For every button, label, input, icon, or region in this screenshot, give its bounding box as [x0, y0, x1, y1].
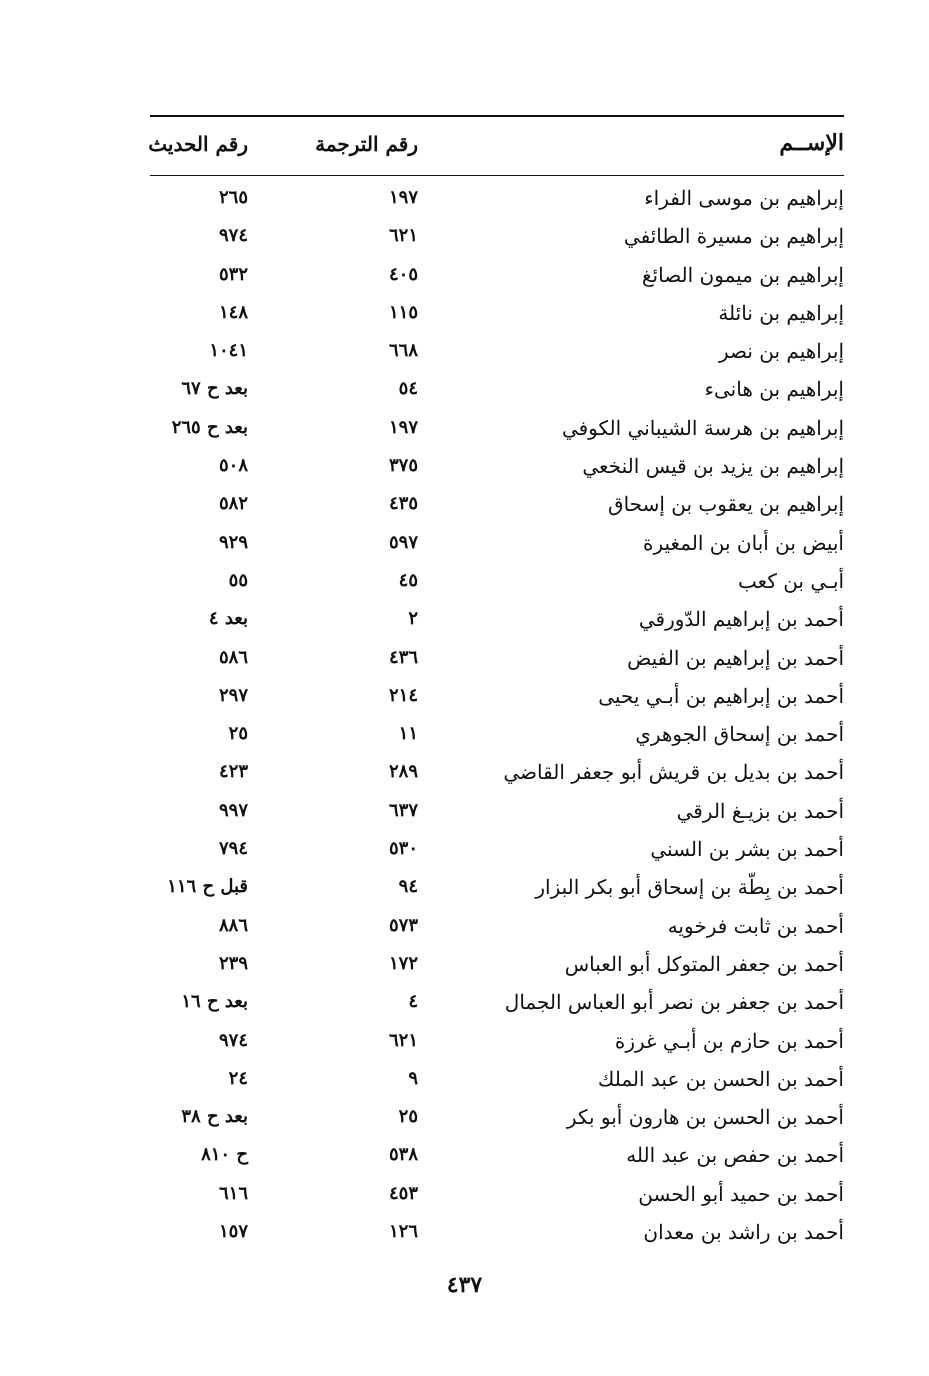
- hadith-number: ٢٦٥: [218, 187, 248, 208]
- table-row: [150, 755, 844, 793]
- table-row: [150, 564, 844, 602]
- translation-number: ٤٣٦: [388, 646, 418, 668]
- hadith-number: ٩٧٤: [218, 1029, 248, 1051]
- table-row: [150, 181, 844, 219]
- hadith-number: ٥٨٢: [218, 493, 248, 515]
- translation-number: ٢: [408, 608, 418, 630]
- narrator-name: أحمد بن راشد بن معدان: [643, 1220, 844, 1245]
- narrator-name: أحمد بن الحسن بن عبد الملك: [597, 1066, 844, 1091]
- hadith-number: ٢٩٧: [218, 684, 248, 706]
- translation-number: ٥٣٠: [388, 838, 418, 860]
- hadith-number: بعد ح ١٦: [181, 991, 248, 1013]
- narrator-name: إبراهيم بن نصر: [718, 339, 844, 364]
- narrator-name: أحمد بن إبراهيم بن الفيض: [627, 645, 844, 670]
- narrator-name: أحمد بن جعفر بن نصر أبو العباس الجمال: [504, 990, 844, 1015]
- narrator-name: أحمد بن إسحاق الجوهري: [635, 722, 844, 747]
- narrator-name: أحمد بن إبراهيم الدّورقي: [638, 607, 844, 632]
- translation-number: ٢٥: [398, 1106, 418, 1128]
- table-row: [150, 1024, 844, 1062]
- narrator-name: أحمد بن ثابت فرخويه: [667, 913, 844, 938]
- table-row: [150, 794, 844, 832]
- table-row: [150, 870, 844, 908]
- table-row: [150, 602, 844, 640]
- table-row: [150, 1062, 844, 1100]
- narrator-name: أبيض بن أبان بن المغيرة: [643, 530, 844, 555]
- table-row: [150, 832, 844, 870]
- table-row: [150, 1138, 844, 1176]
- narrator-name: إبراهيم بن نائلة: [718, 300, 844, 325]
- header-name: الإســم: [779, 130, 844, 156]
- narrator-name: إبراهيم بن موسى الفراء: [644, 186, 844, 210]
- table-body: [150, 181, 844, 1253]
- narrator-name: أحمد بن إبراهيم بن أبـي يحيى: [598, 683, 844, 708]
- table-row: [150, 334, 844, 372]
- hadith-number: ٢٣٩: [218, 952, 248, 974]
- translation-number: ٣٧٥: [388, 455, 418, 477]
- hadith-number: ١٠٤١: [209, 340, 248, 362]
- hadith-number: ٢٥: [228, 723, 248, 745]
- table-row: [150, 526, 844, 564]
- narrator-name: إبراهيم بن يزيد بن قيس النخعي: [582, 454, 844, 479]
- narrator-name: إبراهيم بن ميمون الصائغ: [641, 262, 844, 287]
- hadith-number: ١٥٧: [218, 1221, 248, 1243]
- header-hadith-number: رقم الحديث: [148, 132, 248, 156]
- narrator-name: أحمد بن بديل بن قريش أبو جعفر القاضي: [503, 760, 844, 785]
- hadith-number: ٧٩٤: [218, 838, 248, 860]
- narrator-name: أحمد بن حازم بن أبـي غرزة: [614, 1028, 844, 1053]
- table-row: [150, 296, 844, 334]
- translation-number: ٢٨٩: [388, 761, 418, 783]
- narrator-name: أحمد بن الحسن بن هارون أبو بكر: [566, 1105, 844, 1130]
- table-row: [150, 717, 844, 755]
- table-row: [150, 679, 844, 717]
- translation-number: ٦٢١: [388, 225, 418, 247]
- translation-number: ١٩٧: [388, 187, 418, 208]
- translation-number: ٢١٤: [388, 684, 418, 706]
- header-translation-number: رقم الترجمة: [315, 132, 418, 156]
- table-row: [150, 449, 844, 487]
- translation-number: ١٢٦: [388, 1221, 418, 1243]
- translation-number: ٦٢١: [388, 1029, 418, 1051]
- narrator-name: إبراهيم بن هانىء: [704, 377, 844, 402]
- top-rule: [150, 115, 844, 117]
- translation-number: ٩٤: [398, 876, 418, 898]
- table-row: [150, 1215, 844, 1253]
- narrator-name: إبراهيم بن هرسة الشيباني الكوفي: [561, 415, 844, 440]
- translation-number: ٥٩٧: [388, 531, 418, 553]
- narrator-name: أحمد بن بشر بن السني: [650, 837, 844, 862]
- hadith-number: قبل ح ١١٦: [167, 876, 248, 898]
- hadith-number: ٥٠٨: [218, 455, 248, 477]
- hadith-number: ٦١٦: [218, 1182, 248, 1204]
- narrator-name: أبـي بن كعب: [738, 568, 844, 593]
- narrator-name: أحمد بن حميد أبو الحسن: [638, 1181, 844, 1206]
- translation-number: ١١٥: [388, 301, 418, 323]
- narrator-name: إبراهيم بن مسيرة الطائفي: [623, 224, 844, 249]
- hadith-number: ٩٢٩: [218, 531, 248, 553]
- table-row: [150, 411, 844, 449]
- hadith-number: بعد ح ٦٧: [181, 378, 248, 400]
- table-row: [150, 487, 844, 525]
- hadith-number: ٢٤: [228, 1067, 248, 1089]
- narrator-name: أحمد بن حفص بن عبد الله: [626, 1143, 844, 1168]
- table-row: [150, 947, 844, 985]
- table-row: [150, 909, 844, 947]
- hadith-number: ٨٨٦: [218, 914, 248, 936]
- translation-number: ٩: [408, 1067, 418, 1089]
- translation-number: ١٩٧: [388, 416, 418, 438]
- table-row: [150, 1100, 844, 1138]
- page-number: ٤٣٧: [446, 1272, 483, 1298]
- hadith-number: ٩٧٤: [218, 225, 248, 247]
- translation-number: ٤: [408, 991, 418, 1013]
- table-row: [150, 219, 844, 257]
- translation-number: ٦٣٧: [388, 799, 418, 821]
- narrator-name: أحمد بن جعفر المتوكل أبو العباس: [564, 951, 844, 976]
- translation-number: ٥٧٣: [388, 914, 418, 936]
- hadith-number: ح ٨١٠: [201, 1144, 248, 1166]
- narrator-name: إبراهيم بن يعقوب بن إسحاق: [608, 492, 844, 517]
- hadith-number: ١٤٨: [218, 301, 248, 323]
- translation-number: ٥٤: [398, 378, 418, 400]
- table-row: [150, 1177, 844, 1215]
- table-row: [150, 258, 844, 296]
- table-row: [150, 372, 844, 410]
- table-header: [150, 126, 844, 166]
- translation-number: ١١: [398, 723, 418, 745]
- translation-number: ٤٥٣: [388, 1182, 418, 1204]
- translation-number: ١٧٢: [388, 952, 418, 974]
- hadith-number: ٤٢٣: [218, 761, 248, 783]
- translation-number: ٤٥: [398, 569, 418, 591]
- hadith-number: ٥٣٢: [218, 263, 248, 285]
- translation-number: ٤٠٥: [388, 263, 418, 285]
- translation-number: ٦٦٨: [388, 340, 418, 362]
- header-rule: [150, 175, 844, 176]
- table-row: [150, 641, 844, 679]
- narrator-name: أحمد بن بِطّة بن إسحاق أبو بكر البزار: [535, 875, 844, 900]
- narrator-name: أحمد بن بزيـغ الرقي: [676, 798, 844, 823]
- hadith-number: ٩٩٧: [218, 799, 248, 821]
- translation-number: ٥٣٨: [388, 1144, 418, 1166]
- hadith-number: بعد ٤: [208, 608, 248, 630]
- hadith-number: بعد ح ٣٨: [181, 1106, 248, 1128]
- table-row: [150, 985, 844, 1023]
- hadith-number: ٥٥: [228, 569, 248, 591]
- translation-number: ٤٣٥: [388, 493, 418, 515]
- hadith-number: ٥٨٦: [218, 646, 248, 668]
- hadith-number: بعد ح ٢٦٥: [171, 416, 248, 438]
